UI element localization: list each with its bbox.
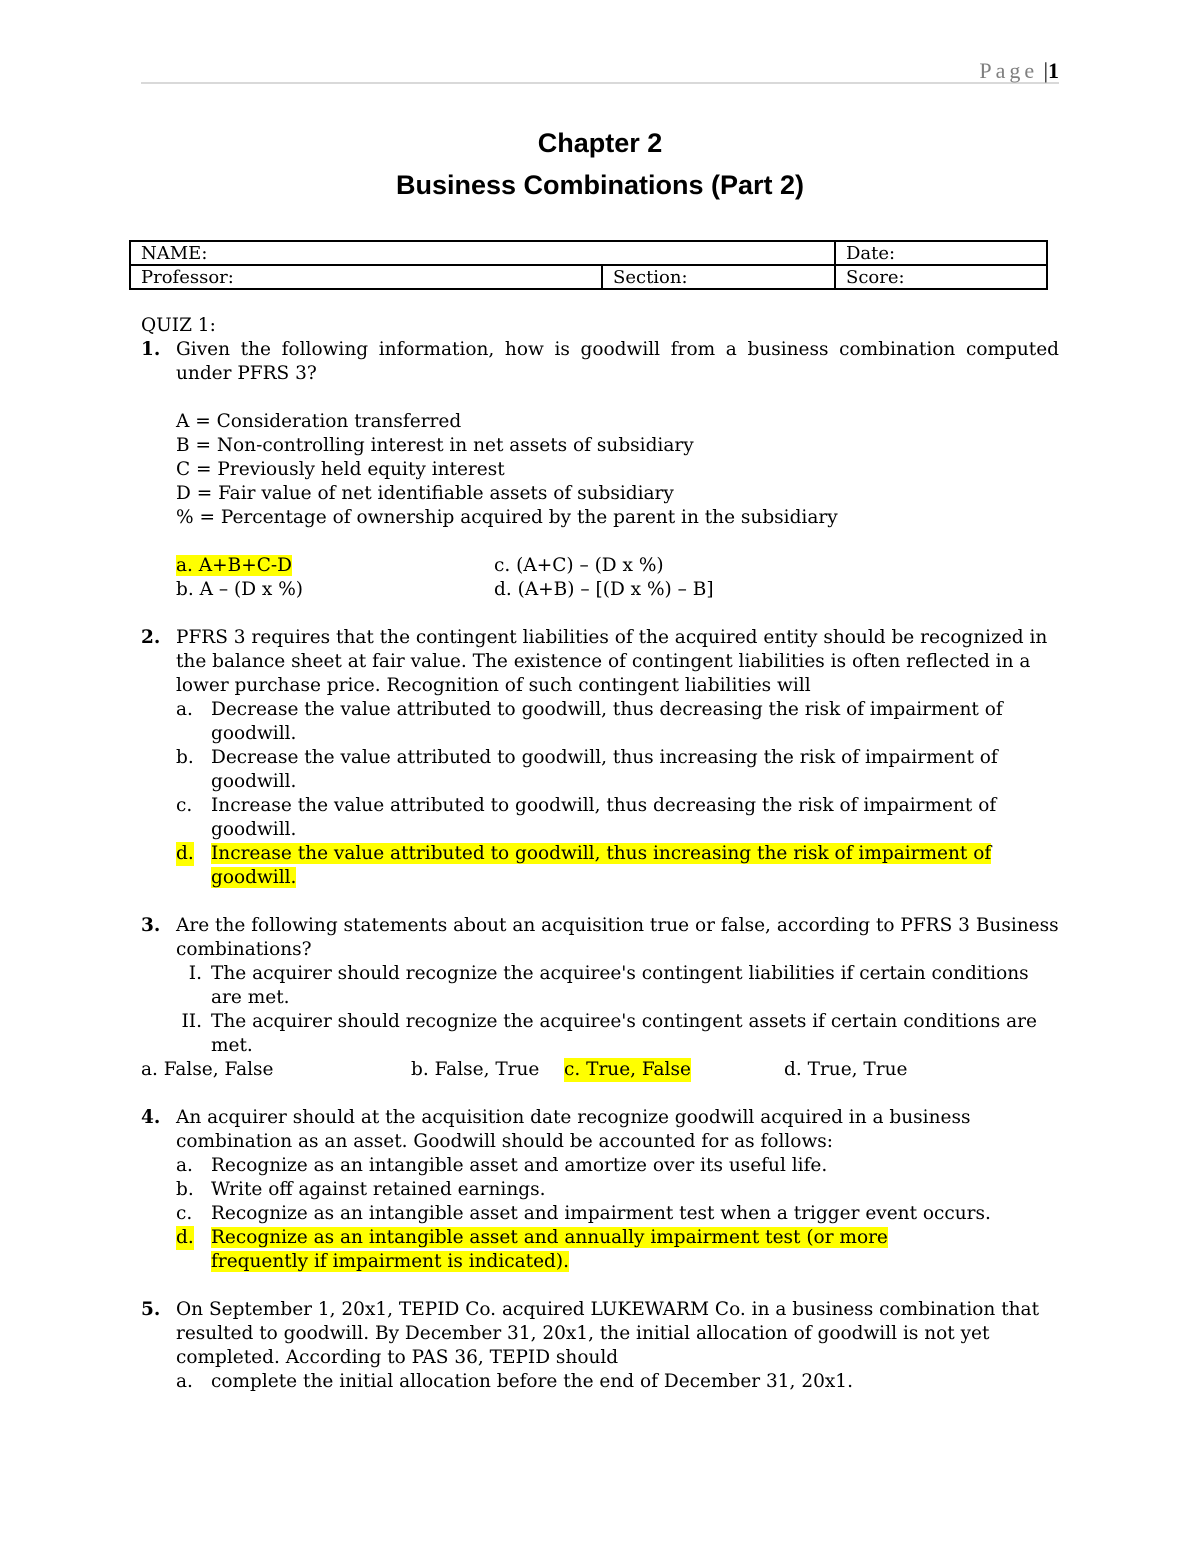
chapter-subtitle: Business Combinations (Part 2) [395,170,805,200]
definition-line: D = Fair value of net identifiable assets of subsidiary [176,483,674,504]
option-a: a. Decrease the value attributed to goodwill, thus decreasing the risk of impairment of goodwill. [176,699,1003,744]
option-d: d. True, True [784,1059,908,1080]
definition-line: C = Previously held equity interest [176,459,505,480]
question-number: 1. [141,339,161,360]
option-a-correct: a. A+B+C-D [176,555,292,576]
section-field: Section: [602,265,835,289]
date-field: Date: [835,241,1047,265]
option-d: d. (A+B) – [(D x %) – B] [494,579,714,600]
question-text: On September 1, 20x1, TEPID Co. acquired LUKEWARM Co. in a business combination that resulted to goodwill. By December 31, 20x1, the initial allocation of goodwill is not yet completed. According to PAS 36, TEPID should [176,1299,1040,1368]
option-a: a. Recognize as an intangible asset and amortize over its useful life. [176,1155,828,1176]
question-number: 4. [141,1107,161,1128]
page-number-label [979,58,1059,84]
statement-2: II. The acquirer should recognize the acquiree's contingent assets if certain conditions are met. [181,1011,1037,1056]
question-5 [141,1298,1059,1394]
definition-line: % = Percentage of ownership acquired by the parent in the subsidiary [176,507,838,528]
option-c-correct: c. True, False [564,1059,691,1080]
page-header [141,54,1059,84]
option-a: a. False, False [141,1059,274,1080]
question-text: Given the following information, how is goodwill from a business combination computed under PFRS 3? [176,339,1059,384]
option-c: c. Increase the value attributed to goodwill, thus decreasing the risk of impairment of goodwill. [176,795,997,840]
student-info-table [129,240,1048,290]
name-field: NAME: [130,241,835,265]
chapter-title: Chapter 2 [537,128,663,158]
score-field: Score: [835,265,1047,289]
option-d-correct: d. Increase the value attributed to goodwill, thus increasing the risk of impairment of goodwill. [176,843,992,888]
question-number: 5. [141,1299,161,1320]
option-c: c. (A+C) – (D x %) [494,555,664,576]
page-number: 1 [1048,58,1059,83]
question-number: 2. [141,627,161,648]
question-number: 3. [141,915,161,936]
question-2 [141,626,1059,890]
definition-line: B = Non-controlling interest in net assets of subsidiary [176,435,694,456]
definition-line: A = Consideration transferred [176,411,462,432]
page-separator: | [1043,58,1048,83]
option-b: b. False, True [411,1059,540,1080]
quiz-content [141,314,1059,1418]
professor-field: Professor: [130,265,602,289]
page-word: Page [979,58,1039,83]
option-b: b. Decrease the value attributed to goodwill, thus increasing the risk of impairment of goodwill. [176,747,998,792]
option-c: c. Recognize as an intangible asset and impairment test when a trigger event occurs. [176,1203,991,1224]
question-text: An acquirer should at the acquisition date recognize goodwill acquired in a business combination as an asset. Goodwill should be accounted for as follows: [176,1107,971,1152]
option-b: b. A – (D x %) [176,579,304,600]
question-text: PFRS 3 requires that the contingent liabilities of the acquired entity should be recognized in the balance sheet at fair value. The existence of contingent liabilities is often reflected in a lower purchase price. Recognition of such contingent liabilities will [176,627,1048,696]
variable-definitions [176,410,1059,530]
option-d-correct: d. Recognize as an intangible asset and annually impairment test (or more frequently if impairment is indicated). [176,1227,888,1272]
option-a: a. complete the initial allocation before the end of December 31, 20x1. [176,1371,853,1392]
answer-options [141,1058,1059,1082]
option-b: b. Write off against retained earnings. [176,1179,546,1200]
question-text: Are the following statements about an acquisition true or false, according to PFRS 3 Business combinations? [176,915,1059,960]
question-1 [141,338,1059,602]
statement-1: I. The acquirer should recognize the acquiree's contingent liabilities if certain conditions are met. [188,963,1029,1008]
answer-options [176,554,1059,602]
quiz-label: QUIZ 1: [141,315,216,336]
question-3 [141,914,1059,1082]
question-4 [141,1106,1059,1274]
